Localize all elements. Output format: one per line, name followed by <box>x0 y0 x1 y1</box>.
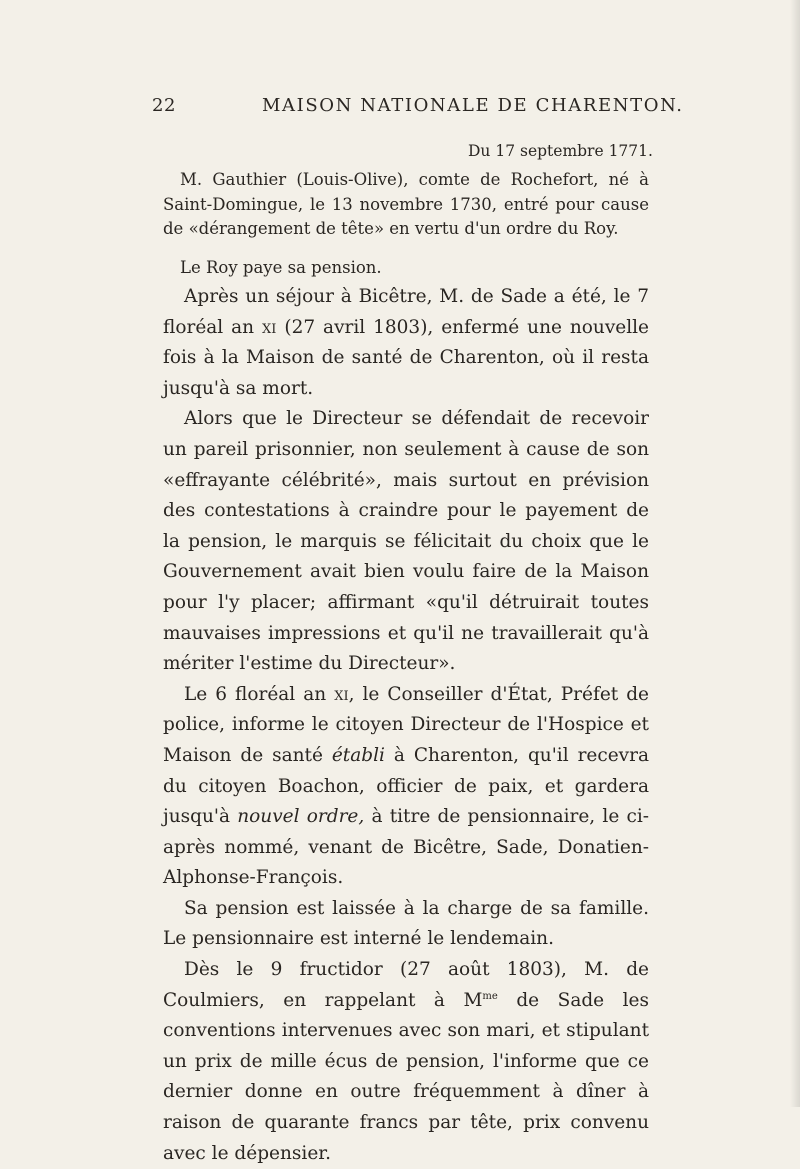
page-number: 22 <box>152 95 176 116</box>
paragraph-director-objection: Alors que le Directeur se défendait de recevoir un pareil prisonnier, non seulement à cause de son «effrayante célébrité», mais surtout en prévision des contestations à craindre pour le payement de la pension, le marquis se félicitait du choix que le Gouvernement avait bien voulu faire de la Maison pour l'y placer; affirmant «qu'il détruirait toutes mauvaises impressions et qu'il ne travaillerait qu'à mériter l'estime du Directeur». <box>163 408 649 675</box>
register-pension-note: Le Roy paye sa pension. <box>180 257 382 277</box>
paragraph-police-order: Le 6 floréal an xi, le Conseiller d'État, Préfet de police, informe le citoyen Directeur de l'Hospice et Maison de santé établi à Charenton, qu'il recevra du citoyen Boachon, officier de paix, et gardera jusqu'à nouvel ordre, à titre de pensionnaire, le ci-après nommé, venant de Bicêtre, Sade, Donatien-Alphonse-François. <box>163 683 649 889</box>
register-entry <box>163 168 649 280</box>
paragraph-sade-transfer: Après un séjour à Bicêtre, M. de Sade a été, le 7 floréal an xi (27 avril 1803), enfermé une nouvelle fois à la Maison de santé de Charenton, où il resta jusqu'à sa mort. <box>163 286 650 399</box>
main-text <box>163 282 649 1169</box>
page-header <box>0 0 800 130</box>
paragraph-coulmiers-letter: Dès le 9 fructidor (27 août 1803), M. de Coulmiers, en rappelant à $M^{me}$ de Sade les conventions intervenues avec son mari, et stipulant un prix de mille écus de pension, l'informe que ce dernier donne en outre fréquemment à dîner à raison de quarante francs par tête, prix convenu avec le dépensier. <box>163 959 649 1164</box>
running-title: MAISON NATIONALE DE CHARENTON. <box>262 95 684 116</box>
entry-date: Du 17 septembre 1771. <box>468 142 653 160</box>
register-record: M. Gauthier (Louis-Olive), comte de Rochefort, né à Saint-Domingue, le 13 novembre 1730, entré pour cause de «dérangement de tête» en vertu d'un ordre du Roy. <box>163 170 649 238</box>
paragraph-pension-family: Sa pension est laissée à la charge de sa famille. Le pensionnaire est interné le lendemain. <box>163 897 649 950</box>
page-edge-shadow <box>790 0 800 1107</box>
